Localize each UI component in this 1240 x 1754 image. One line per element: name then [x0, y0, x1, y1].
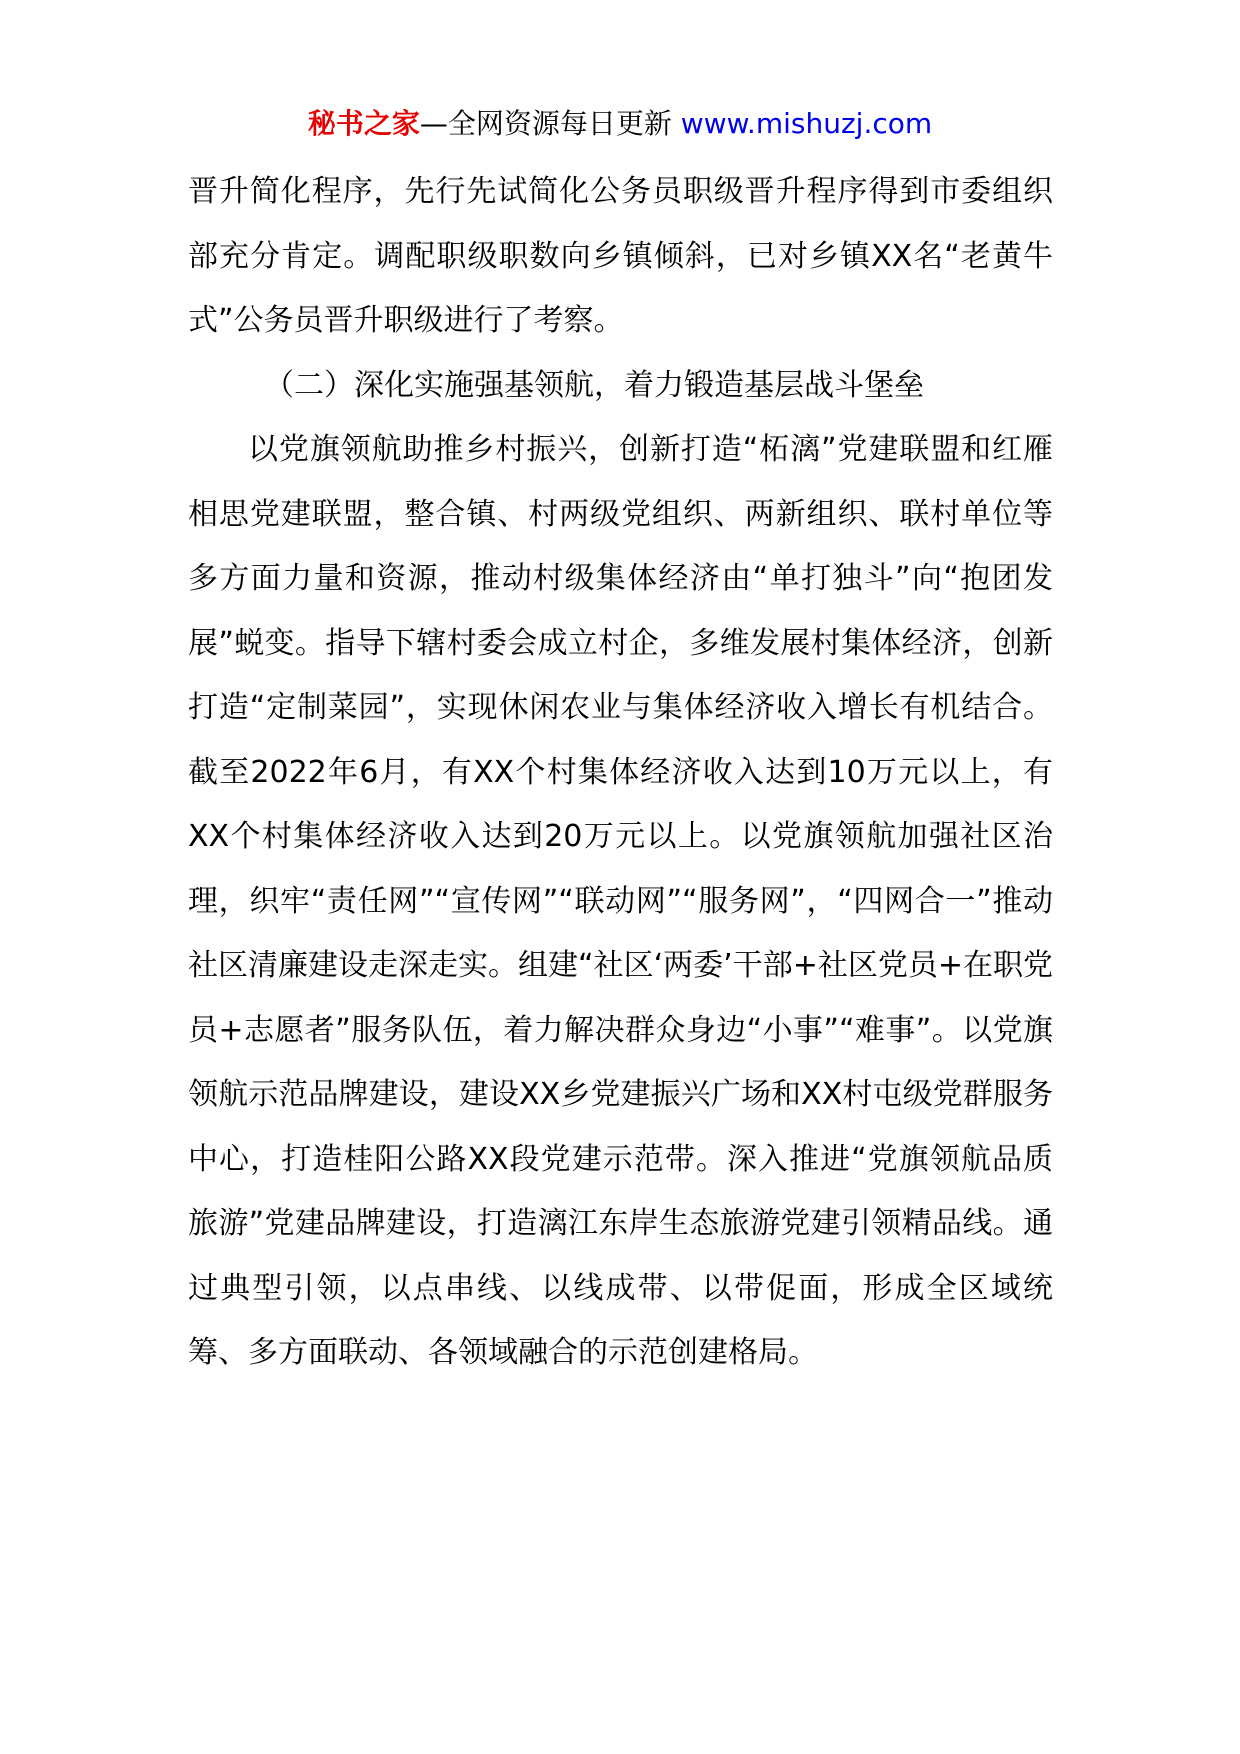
- paragraph-continued: 晋升简化程序，先行先试简化公务员职级晋升程序得到市委组织部充分肯定。调配职级职数向乡镇倾斜，已对乡镇XX名“老黄牛式”公务员晋升职级进行了考察。: [188, 174, 1053, 338]
- paragraph: 以党旗领航助推乡村振兴，创新打造“柘漓”党建联盟和红雁相思党建联盟，整合镇、村两级党组织、两新组织、联村单位等多方面力量和资源，推动村级集体经济由“单打独斗”向“抱团发展”蜕变。指导下辖村委会成立村企，多维发展村集体经济，创新打造“定制菜园”，实现休闲农业与集体经济收入增长有机结合。截至2022年6月，有XX个村集体经济收入达到10万元以上，有XX个村集体经济收入达到20万元以上。以党旗领航加强社区治理，织牢“责任网”“宣传网”“联动网”“服务网”，“四网合一”推动社区清廉建设走深走实。组建“社区‘两委’干部+社区党员+在职党员+志愿者”服务队伍，着力解决群众身边“小事”“难事”。以党旗领航示范品牌建设，建设XX乡党建振兴广场和XX村屯级党群服务中心，打造桂阳公路XX段党建示范带。深入推进“党旗领航品质旅游”党建品牌建设，打造漓江东岸生态旅游党建引领精品线。通过典型引领，以点串线、以线成带、以带促面，形成全区域统筹、多方面联动、各领域融合的示范创建格局。: [188, 432, 1053, 1370]
- section-heading: （二）深化实施强基领航，着力锻造基层战斗堡垒: [264, 367, 924, 403]
- document-body: [188, 160, 1053, 1386]
- site-header: [0, 104, 1240, 144]
- brand-name: 秘书之家: [307, 107, 420, 140]
- site-url-link[interactable]: www.mishuzj.com: [680, 107, 933, 140]
- header-tagline: —全网资源每日更新: [419, 107, 672, 140]
